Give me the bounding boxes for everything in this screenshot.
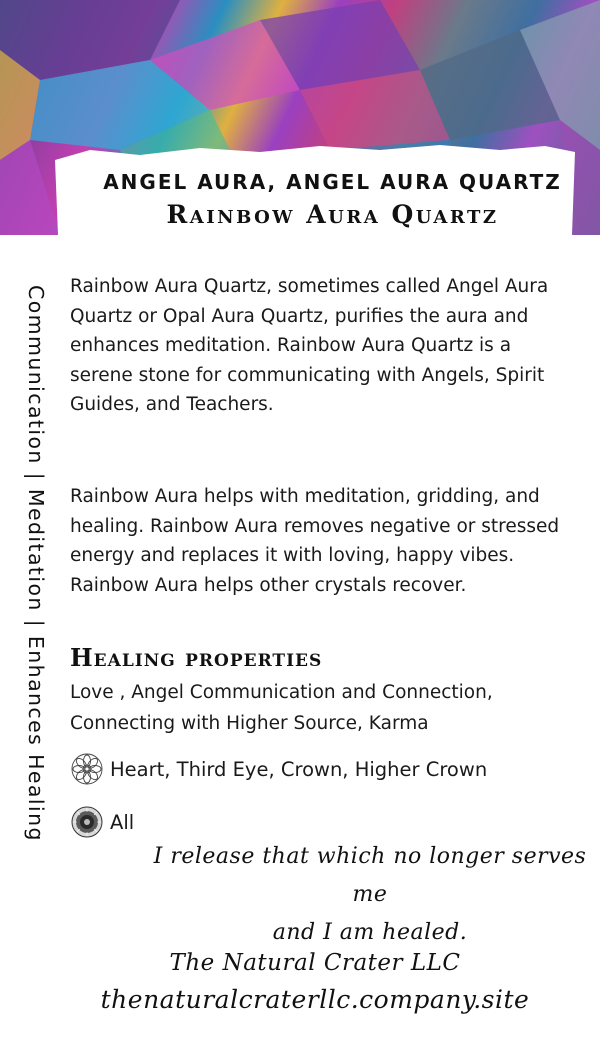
affirmation-line-2: and I am healed. — [272, 920, 468, 945]
crystal-name-title: Rainbow Aura Quartz — [166, 200, 499, 229]
description-paragraph-1: Rainbow Aura Quartz, sometimes called Angel Aura Quartz or Opal Aura Quartz, purifies the aura and enhances meditation. Rainbow Aura Quartz is a serene stone for communicating with Angels, Spirit Guides, and Teachers. — [70, 276, 549, 415]
affirmation-line-1: I release that which no longer serves me — [153, 844, 587, 907]
zodiac-wheel-icon — [70, 805, 104, 839]
lotus-mandala-icon — [70, 752, 104, 786]
healing-properties-list: Love , Angel Communication and Connection, Connecting with Higher Source, Karma — [70, 682, 493, 734]
company-url: thenaturalcraterllc.company.site — [100, 985, 530, 1014]
zodiac-text: All — [110, 810, 135, 834]
vertical-keywords-text: Communication | Meditation | Enhances Healing — [24, 285, 48, 842]
zodiac-row — [70, 805, 134, 839]
company-name: The Natural Crater LLC — [169, 950, 461, 976]
crystal-aliases: ANGEL AURA, ANGEL AURA QUARTZ — [103, 170, 562, 194]
chakra-text: Heart, Third Eye, Crown, Higher Crown — [110, 757, 488, 781]
healing-properties-heading: Healing properties — [70, 643, 323, 672]
chakra-row — [70, 752, 487, 786]
vertical-keywords — [18, 285, 58, 975]
description-paragraph-2: Rainbow Aura helps with meditation, gridding, and healing. Rainbow Aura removes negative or stressed energy and replaces it with loving, happy vibes. Rainbow Aura helps other crystals recover. — [70, 486, 560, 596]
affirmation — [150, 838, 590, 952]
